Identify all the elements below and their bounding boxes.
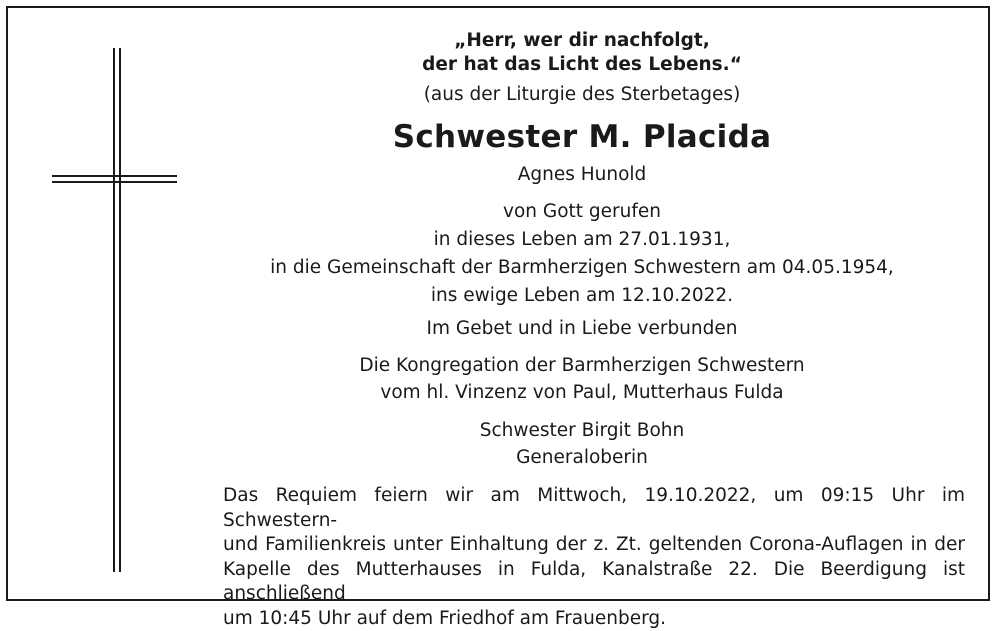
deceased-name: Schwester M. Placida (230, 119, 934, 155)
quote-source: (aus der Liturgie des Sterbetages) (230, 84, 934, 106)
congregation-line-1: Die Kongregation der Barmherzigen Schwestern (230, 355, 934, 377)
signatory-name: Schwester Birgit Bohn (230, 420, 934, 442)
life-line-1: von Gott gerufen (230, 201, 934, 223)
life-line-2: in dieses Leben am 27.01.1931, (230, 229, 934, 251)
service-paragraph (223, 484, 965, 631)
congregation-line-2: vom hl. Vinzenz von Paul, Mutterhaus Fulda (230, 382, 934, 404)
closing-phrase: Im Gebet und in Liebe verbunden (230, 318, 934, 340)
quote-line-2: der hat das Licht des Lebens.“ (230, 54, 934, 76)
service-line-3: Kapelle des Mutterhauses in Fulda, Kanalstraße 22. Die Beerdigung ist anschließend (223, 558, 965, 607)
quote-line-1: „Herr, wer dir nachfolgt, (230, 30, 934, 52)
signatory-title: Generaloberin (230, 447, 934, 469)
service-line-4: um 10:45 Uhr auf dem Friedhof am Frauenberg. (223, 607, 965, 631)
birth-name: Agnes Hunold (230, 164, 934, 186)
life-line-3: in die Gemeinschaft der Barmherzigen Schwestern am 04.05.1954, (230, 257, 934, 279)
life-line-4: ins ewige Leben am 12.10.2022. (230, 285, 934, 307)
service-line-1: Das Requiem feiern wir am Mittwoch, 19.10.2022, um 09:15 Uhr im Schwestern- (223, 484, 965, 533)
service-line-2: und Familienkreis unter Einhaltung der z. Zt. geltenden Corona-Auflagen in der (223, 533, 965, 558)
